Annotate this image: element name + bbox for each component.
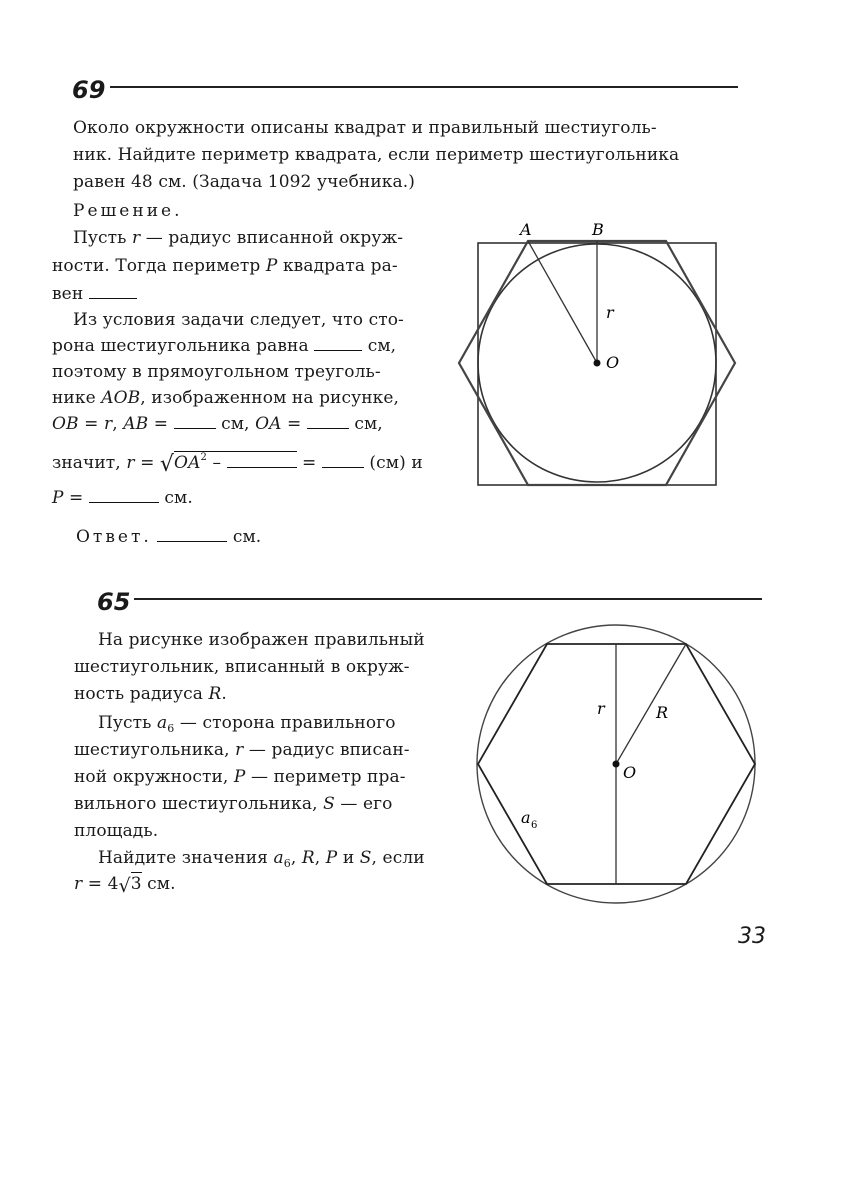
sqrt-3: √3 xyxy=(118,874,142,897)
p69-text-line-8: OB = r, AB = см, OA = см, xyxy=(52,414,383,434)
p65-text-line-10: r = 4√3 см. xyxy=(74,874,176,897)
p69-text-line-7: нике AOB, изображенном на рисунке, xyxy=(52,388,400,408)
p69-text-line-6: поэтому в прямоугольном треуголь- xyxy=(52,362,381,382)
page-number: 33 xyxy=(738,924,766,949)
p69-statement-line-1: Около окружности описаны квадрат и правильный шестиуголь- xyxy=(73,118,657,138)
label-a6-sub: 6 xyxy=(531,820,538,831)
p65-text-line-9: Найдите значения $a_6$, R, P и S, если xyxy=(98,848,425,870)
p69-blank-ab[interactable] xyxy=(174,415,216,429)
p69-text-line-4: Из условия задачи следует, что сто- xyxy=(73,310,404,330)
p69-solution-heading: Решение. xyxy=(73,201,183,221)
p65-text-line-2: шестиугольник, вписанный в окруж- xyxy=(74,657,410,677)
p69-answer-blank[interactable] xyxy=(157,528,227,542)
p69-text-line-1: Пусть r — радиус вписанной окруж- xyxy=(73,228,404,248)
p65-text-line-4: Пусть $a_6$ — сторона правильного xyxy=(98,713,396,735)
p65-text-line-1: На рисунке изображен правильный xyxy=(98,630,425,650)
label-o: O xyxy=(606,353,620,372)
p65-text-line-8: площадь. xyxy=(74,821,159,841)
p69-text-line-3: вен xyxy=(52,284,137,304)
p69-answer-line: Ответ. см. xyxy=(76,527,262,547)
center-point xyxy=(613,761,620,768)
p69-blank-oa[interactable] xyxy=(307,415,349,429)
p69-blank-perimeter[interactable] xyxy=(89,285,137,299)
label-a6: a xyxy=(521,808,531,827)
label-o: O xyxy=(623,763,637,782)
label-r: r xyxy=(606,303,614,322)
p69-blank-ob[interactable] xyxy=(227,454,297,468)
p69-text-line-9: значит, $r = √OA^2$ – = (см) и xyxy=(52,452,423,477)
center-point xyxy=(594,360,601,367)
label-a: A xyxy=(520,220,532,239)
segment-oa xyxy=(528,241,597,363)
p69-blank-side[interactable] xyxy=(314,337,362,351)
p65-text-line-6: ной окружности, P — периметр пра- xyxy=(74,767,406,787)
label-big-r: R xyxy=(656,703,669,722)
radius-line xyxy=(616,644,686,764)
p65-text-line-3: ность радиуса R. xyxy=(74,684,227,704)
problem-69-rule xyxy=(110,86,738,88)
p65-text-line-5: шестиугольника, r — радиус вписан- xyxy=(74,740,410,760)
p69-text-line-10: P = см. xyxy=(52,488,193,508)
label-r: r xyxy=(597,699,605,718)
p65-text-line-7: вильного шестиугольника, S — его xyxy=(74,794,393,814)
problem-65-number: 65 xyxy=(97,588,131,616)
p69-text-line-2: ности. Тогда периметр P квадрата ра- xyxy=(52,256,398,276)
problem-69-number: 69 xyxy=(72,76,106,104)
p69-blank-p[interactable] xyxy=(89,489,159,503)
p69-statement-line-3: равен 48 см. (Задача 1092 учебника.) xyxy=(73,172,415,192)
p69-statement-line-2: ник. Найдите периметр квадрата, если периметр шестиугольника xyxy=(73,145,680,165)
sqrt-expression: $√OA^2$ – xyxy=(160,452,297,477)
problem-65-rule xyxy=(134,598,762,600)
label-b: B xyxy=(592,220,604,239)
figure-65 xyxy=(470,618,770,918)
figure-69 xyxy=(440,210,740,500)
p69-text-line-5: рона шестиугольника равна см, xyxy=(52,336,397,356)
p69-blank-r[interactable] xyxy=(322,454,364,468)
